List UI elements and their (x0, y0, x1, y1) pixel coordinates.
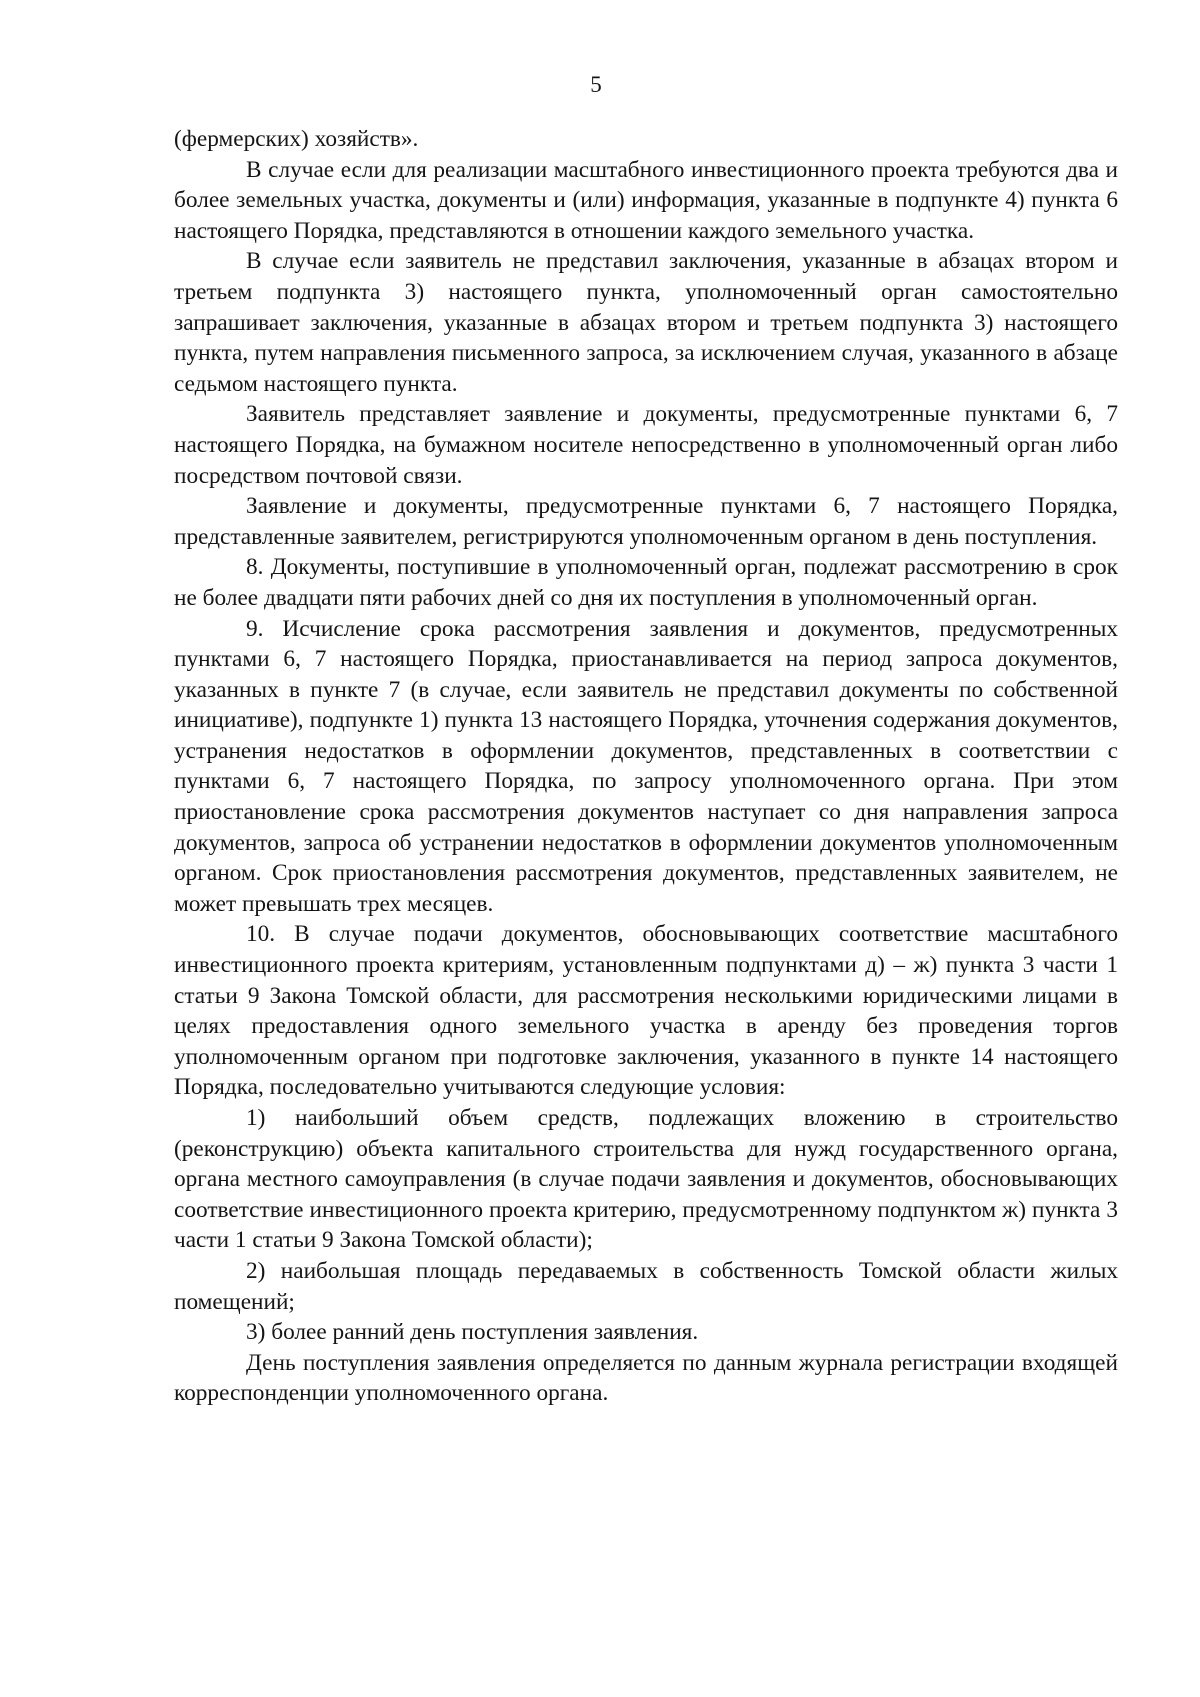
paragraph-multiple-land-plots: В случае если для реализации масштабного инвестиционного проекта требуются два и более земельных участка, документы и (или) информация, указанные в подпункте 4) пункта 6 настоящего Порядка, представляются в отношении каждого земельного участка. (174, 156, 1118, 244)
page-number: 5 (590, 72, 602, 97)
paragraph-condition-3: 3) более ранний день поступления заявления. (246, 1319, 699, 1346)
paragraph-item-8: 8. Документы, поступившие в уполномоченный орган, подлежат рассмотрению в срок не более двадцати пяти рабочих дней со дня их поступления в уполномоченный орган. (174, 554, 1118, 611)
paragraph-condition-1: 1) наибольший объем средств, подлежащих вложению в строительство (реконструкцию) объекта капитального строительства для нужд государственного органа, органа местного самоуправления (в случае подачи заявления и документов, обосновывающих соответствие инвестиционного проекта критерию, предусмотренному подпунктом ж) пункта 3 части 1 статьи 9 Закона Томской области); (174, 1105, 1118, 1254)
document-body (174, 124, 1118, 1409)
paragraph-continuation: (фермерских) хозяйств». (174, 126, 419, 152)
paragraph-conclusions-request: В случае если заявитель не представил заключения, указанные в абзацах втором и третьем подпункта 3) настоящего пункта, уполномоченный орган самостоятельно запрашивает заключения, указанные в абзацах втором и третьем подпункта 3) настоящего пункта, путем направления письменного запроса, за исключением случая, указанного в абзаце седьмом настоящего пункта. (174, 248, 1118, 397)
paragraph-submission-method: Заявитель представляет заявление и документы, предусмотренные пунктами 6, 7 настоящего Порядка, на бумажном носителе непосредственно в уполномоченный орган либо посредством почтовой связи. (174, 401, 1118, 489)
paragraph-condition-2: 2) наибольшая площадь передаваемых в собственность Томской области жилых помещений; (174, 1257, 1118, 1315)
paragraph-item-9: 9. Исчисление срока рассмотрения заявления и документов, предусмотренных пунктами 6, 7 настоящего Порядка, приостанавливается на период запроса документов, указанных в пункте 7 (в случае, если заявитель не представил документы по собственной инициативе), подпункте 1) пункта 13 настоящего Порядка, уточнения содержания документов, устранения недостатков в оформлении документов, представленных в соответствии с пунктами 6, 7 настоящего Порядка, по запросу уполномоченного органа. При этом приостановление срока рассмотрения документов наступает со дня направления запроса документов, запроса об устранении недостатков в оформлении документов уполномоченным органом. Срок приостановления рассмотрения документов, представленных заявителем, не может превышать трех месяцев. (174, 615, 1118, 917)
paragraph-registration: Заявление и документы, предусмотренные пунктами 6, 7 настоящего Порядка, представленные заявителем, регистрируются уполномоченным органом в день поступления. (174, 493, 1118, 550)
paragraph-receipt-day: День поступления заявления определяется по данным журнала регистрации входящей корреспонденции уполномоченного органа. (174, 1349, 1118, 1407)
paragraph-item-10: 10. В случае подачи документов, обосновывающих соответствие масштабного инвестиционного проекта критериям, установленным подпунктами д) – ж) пункта 3 части 1 статьи 9 Закона Томской области, для рассмотрения несколькими юридическими лицами в целях предоставления одного земельного участка в аренду без проведения торгов уполномоченным органом при подготовке заключения, указанного в пункте 14 настоящего Порядка, последовательно учитываются следующие условия: (174, 921, 1118, 1101)
